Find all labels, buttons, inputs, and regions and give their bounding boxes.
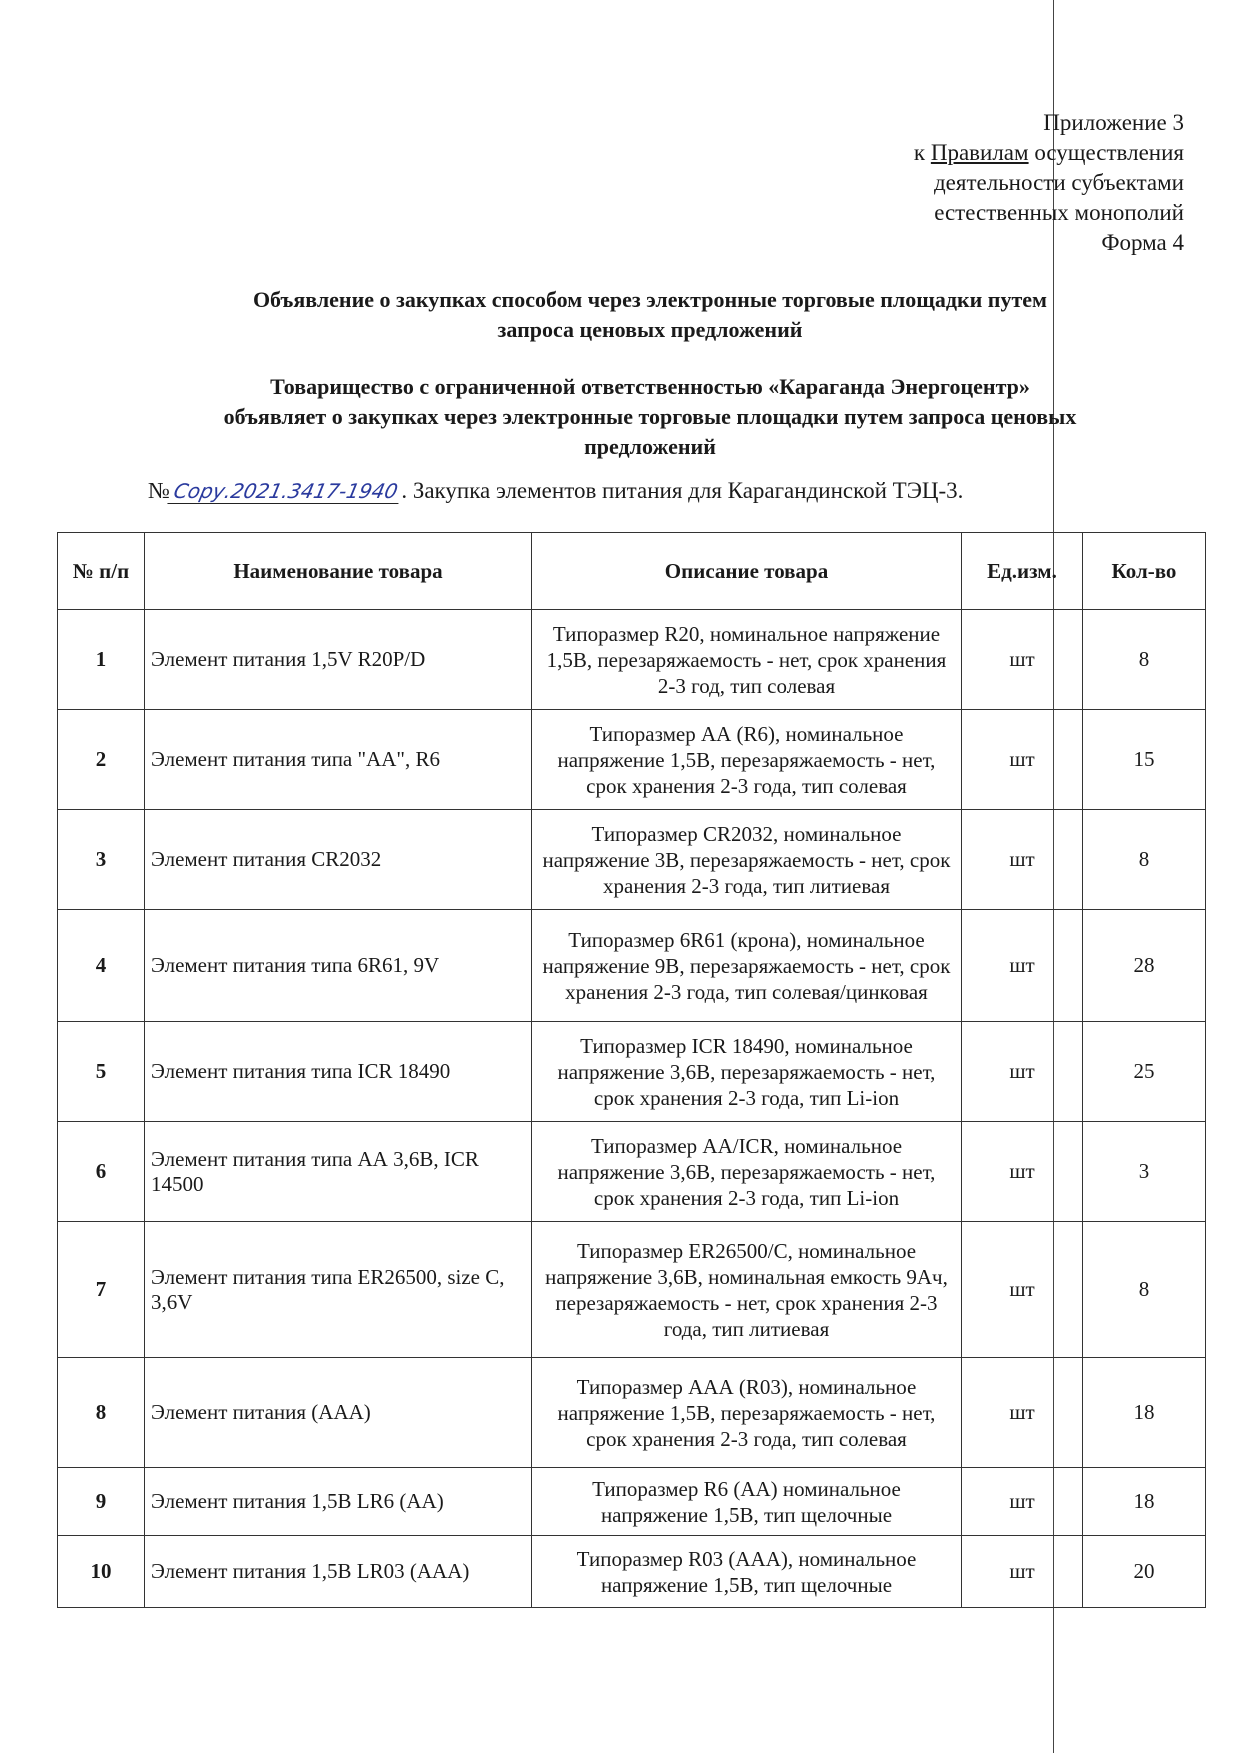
- header-name: Наименование товара: [145, 533, 532, 610]
- item-quantity: 25: [1083, 1022, 1206, 1122]
- item-name: Элемент питания CR2032: [145, 810, 532, 910]
- table-row: [58, 810, 1206, 910]
- item-quantity: 8: [1083, 610, 1206, 710]
- item-quantity: 20: [1083, 1536, 1206, 1608]
- item-name: Элемент питания типа "АА", R6: [145, 710, 532, 810]
- item-description: Типоразмер ААА (R03), номинальное напряжение 1,5В, перезаряжаемость - нет, срок хранения 2-3 года, тип солевая: [532, 1358, 962, 1468]
- document-title: [130, 285, 1170, 345]
- item-unit: шт: [962, 810, 1083, 910]
- item-unit: шт: [962, 1022, 1083, 1122]
- item-description: Типоразмер АА (R6), номинальное напряжение 1,5В, перезаряжаемость - нет, срок хранения 2-3 года, тип солевая: [532, 710, 962, 810]
- item-description: Типоразмер ICR 18490, номинальное напряжение 3,6В, перезаряжаемость - нет, срок хранения 2-3 года, тип Li-ion: [532, 1022, 962, 1122]
- item-quantity: 3: [1083, 1122, 1206, 1222]
- row-number: 2: [58, 710, 145, 810]
- document-header: [914, 108, 1184, 258]
- item-unit: шт: [962, 910, 1083, 1022]
- item-description: Типоразмер 6R61 (крона), номинальное напряжение 9В, перезаряжаемость - нет, срок хранения 2-3 года, тип солевая/цинковая: [532, 910, 962, 1022]
- item-description: Типоразмер ER26500/C, номинальное напряжение 3,6В, номинальная емкость 9Ач, перезаряжаемость - нет, срок хранения 2-3 года, тип литиевая: [532, 1222, 962, 1358]
- table-header-row: [58, 533, 1206, 610]
- item-unit: шт: [962, 1222, 1083, 1358]
- header-description: Описание товара: [532, 533, 962, 610]
- item-description: Типоразмер CR2032, номинальное напряжение 3В, перезаряжаемость - нет, срок хранения 2-3 года, тип литиевая: [532, 810, 962, 910]
- row-number: 1: [58, 610, 145, 710]
- row-number: 6: [58, 1122, 145, 1222]
- rules-reference: [914, 138, 1184, 168]
- item-unit: шт: [962, 1536, 1083, 1608]
- item-unit: шт: [962, 610, 1083, 710]
- number-sign: №: [148, 478, 170, 503]
- item-quantity: 15: [1083, 710, 1206, 810]
- announcement-line-3: предложений: [584, 434, 716, 459]
- item-name: Элемент питания типа АА 3,6В, ICR 14500: [145, 1122, 532, 1222]
- handwritten-procurement-number: Сору.2021.3417-1940: [167, 479, 404, 504]
- item-quantity: 8: [1083, 810, 1206, 910]
- procurement-reference: [148, 478, 963, 504]
- subjects-line: деятельности субъектами: [933, 170, 1184, 195]
- item-unit: шт: [962, 1468, 1083, 1536]
- table-row: [58, 1222, 1206, 1358]
- table-row: [58, 710, 1206, 810]
- item-unit: шт: [962, 1358, 1083, 1468]
- table-row: [58, 610, 1206, 710]
- item-name: Элемент питания типа 6R61, 9V: [145, 910, 532, 1022]
- item-unit: шт: [962, 710, 1083, 810]
- announcement-line-1: Товарищество с ограниченной ответственностью «Караганда Энергоцентр»: [270, 374, 1030, 399]
- table-row: [58, 1358, 1206, 1468]
- table-row: [58, 1122, 1206, 1222]
- item-name: Элемент питания 1,5В LR03 (AAA): [145, 1536, 532, 1608]
- title-line-2: запроса ценовых предложений: [497, 317, 803, 342]
- rules-suffix: осуществления: [1028, 140, 1184, 165]
- items-table: [57, 532, 1206, 1608]
- row-number: 8: [58, 1358, 145, 1468]
- table-row: [58, 910, 1206, 1022]
- row-number: 9: [58, 1468, 145, 1536]
- monopolies-line: естественных монополий: [934, 200, 1184, 225]
- item-description: Типоразмер АА/ICR, номинальное напряжение 3,6В, перезаряжаемость - нет, срок хранения 2-3 года, тип Li-ion: [532, 1122, 962, 1222]
- table-row: [58, 1468, 1206, 1536]
- row-number: 5: [58, 1022, 145, 1122]
- announcement-heading: [130, 372, 1170, 462]
- item-name: Элемент питания типа ICR 18490: [145, 1022, 532, 1122]
- table-row: [58, 1536, 1206, 1608]
- item-name: Элемент питания типа ER26500, size C, 3,6V: [145, 1222, 532, 1358]
- item-description: Типоразмер R03 (AAA), номинальное напряжение 1,5В, тип щелочные: [532, 1536, 962, 1608]
- announcement-line-2: объявляет о закупках через электронные торговые площадки путем запроса ценовых: [223, 404, 1077, 429]
- item-description: Типоразмер R6 (AA) номинальное напряжение 1,5В, тип щелочные: [532, 1468, 962, 1536]
- item-description: Типоразмер R20, номинальное напряжение 1,5В, перезаряжаемость - нет, срок хранения 2-3 год, тип солевая: [532, 610, 962, 710]
- form-number: Форма 4: [1101, 230, 1184, 255]
- item-unit: шт: [962, 1122, 1083, 1222]
- appendix-label: Приложение 3: [1043, 110, 1184, 135]
- rules-link[interactable]: Правилам: [930, 140, 1029, 165]
- header-num: № п/п: [58, 533, 145, 610]
- row-number: 10: [58, 1536, 145, 1608]
- rules-prefix: к: [913, 140, 931, 165]
- item-quantity: 8: [1083, 1222, 1206, 1358]
- item-quantity: 18: [1083, 1468, 1206, 1536]
- item-name: Элемент питания 1,5В LR6 (AA): [145, 1468, 532, 1536]
- item-quantity: 28: [1083, 910, 1206, 1022]
- procurement-description: . Закупка элементов питания для Карагандинской ТЭЦ-3.: [401, 478, 964, 503]
- row-number: 4: [58, 910, 145, 1022]
- item-quantity: 18: [1083, 1358, 1206, 1468]
- row-number: 7: [58, 1222, 145, 1358]
- row-number: 3: [58, 810, 145, 910]
- item-name: Элемент питания (ААА): [145, 1358, 532, 1468]
- item-name: Элемент питания 1,5V R20P/D: [145, 610, 532, 710]
- title-line-1: Объявление о закупках способом через электронные торговые площадки путем: [252, 287, 1048, 312]
- table-row: [58, 1022, 1206, 1122]
- header-unit: Ед.изм.: [962, 533, 1083, 610]
- header-quantity: Кол-во: [1083, 533, 1206, 610]
